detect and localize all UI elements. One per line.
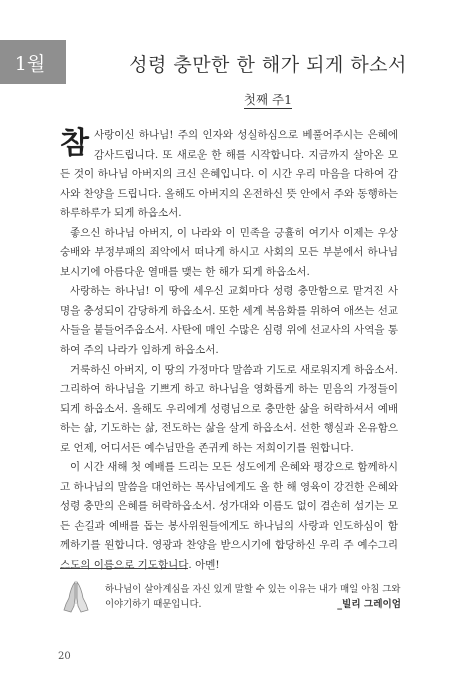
quote-block xyxy=(105,582,401,612)
prayer-paragraph-5: 이 시간 새해 첫 예배를 드리는 모든 성도에게 은혜와 평강으로 함께하시고 하나님의 말씀을 대언하는 목사님에게도 올 한 해 영육이 강건한 은혜와 성령 충만의 은혜를 허락하옵소서. 성가대와 이름도 없이 겸손히 섬기는 모든 손길과 예배를 돕는 봉사위원들에게도 하나님의 사랑과 인도하심이 함께하기를 원합니다. 영광과 찬양을 받으시기에 합당하신 우리 주 예수그리스도의 이름으로 기도합니다. 아멘! xyxy=(60,461,398,572)
month-tab xyxy=(0,40,66,84)
drop-cap: 참 xyxy=(60,126,89,161)
quote-line-2: 이야기하기 때문입니다. xyxy=(105,599,202,610)
page-title: 성령 충만한 한 해가 되게 하소서 xyxy=(129,54,407,76)
prayer-paragraph-1-text: 사랑이신 하나님! 주의 인자와 성실하심으로 베풀어주시는 은혜에 감사드립니다. 또 새로운 한 해를 시작합니다. 지금까지 살아온 모든 것이 하나님 아버지의 크신 은혜입니다. 이 시간 우리 마음을 다하여 감사와 찬양을 드립니다. 올해도 아버지의 온전하신 뜻 안에서 주와 동행하는 하루하루가 되게 하옵소서. xyxy=(60,129,398,220)
quote-author: _빌리 그레이엄 xyxy=(337,599,401,610)
prayer-paragraph-4: 거룩하신 아버지, 이 땅의 가정마다 말씀과 기도로 새로워지게 하옵소서. 그리하여 하나님을 기쁘게 하고 하나님을 영화롭게 하는 믿음의 가정들이 되게 하옵소서. 올해도 우리에게 성령님으로 충만한 삶을 허락하셔서 예배하는 삶, 기도하는 삶, 전도하는 삶을 살게 하옵소서. 선한 행실과 온유함으로 언제, 어디서든 예수님만을 존귀케 하는 저희이기를 원합니다. xyxy=(60,363,398,454)
prayer-paragraph-2: 좋으신 하나님 아버지, 이 나라와 이 민족을 긍휼히 여기사 이제는 우상숭배와 부정부패의 죄악에서 떠나게 하시고 사회의 모든 부분에서 하나님 보시기에 아름다운 열매를 맺는 한 해가 되게 하옵소서. xyxy=(60,226,398,278)
quote-line-1: 하나님이 살아계심을 자신 있게 말할 수 있는 이유는 내가 매일 아침 그와 xyxy=(105,584,401,595)
prayer-paragraph-1 xyxy=(60,126,398,224)
week-subtitle xyxy=(66,90,470,108)
praying-hands-icon xyxy=(62,580,90,614)
month-tab-label: 1월 xyxy=(14,52,46,75)
prayer-paragraph-3: 사랑하는 하나님! 이 땅에 세우신 교회마다 성령 충만함으로 맡겨진 사명을 충성되이 감당하게 하옵소서. 또한 세계 복음화를 위하여 애쓰는 선교사들을 붙들어주옵소서. 사탄에 매인 수많은 심령 위에 선교사의 사역을 통하여 주의 나라가 임하게 하옵소서. xyxy=(60,285,398,357)
quote-divider xyxy=(60,568,188,569)
prayer-body xyxy=(60,126,398,576)
page-number: 20 xyxy=(58,651,71,662)
week-subtitle-label: 첫째 주1 xyxy=(243,92,293,107)
